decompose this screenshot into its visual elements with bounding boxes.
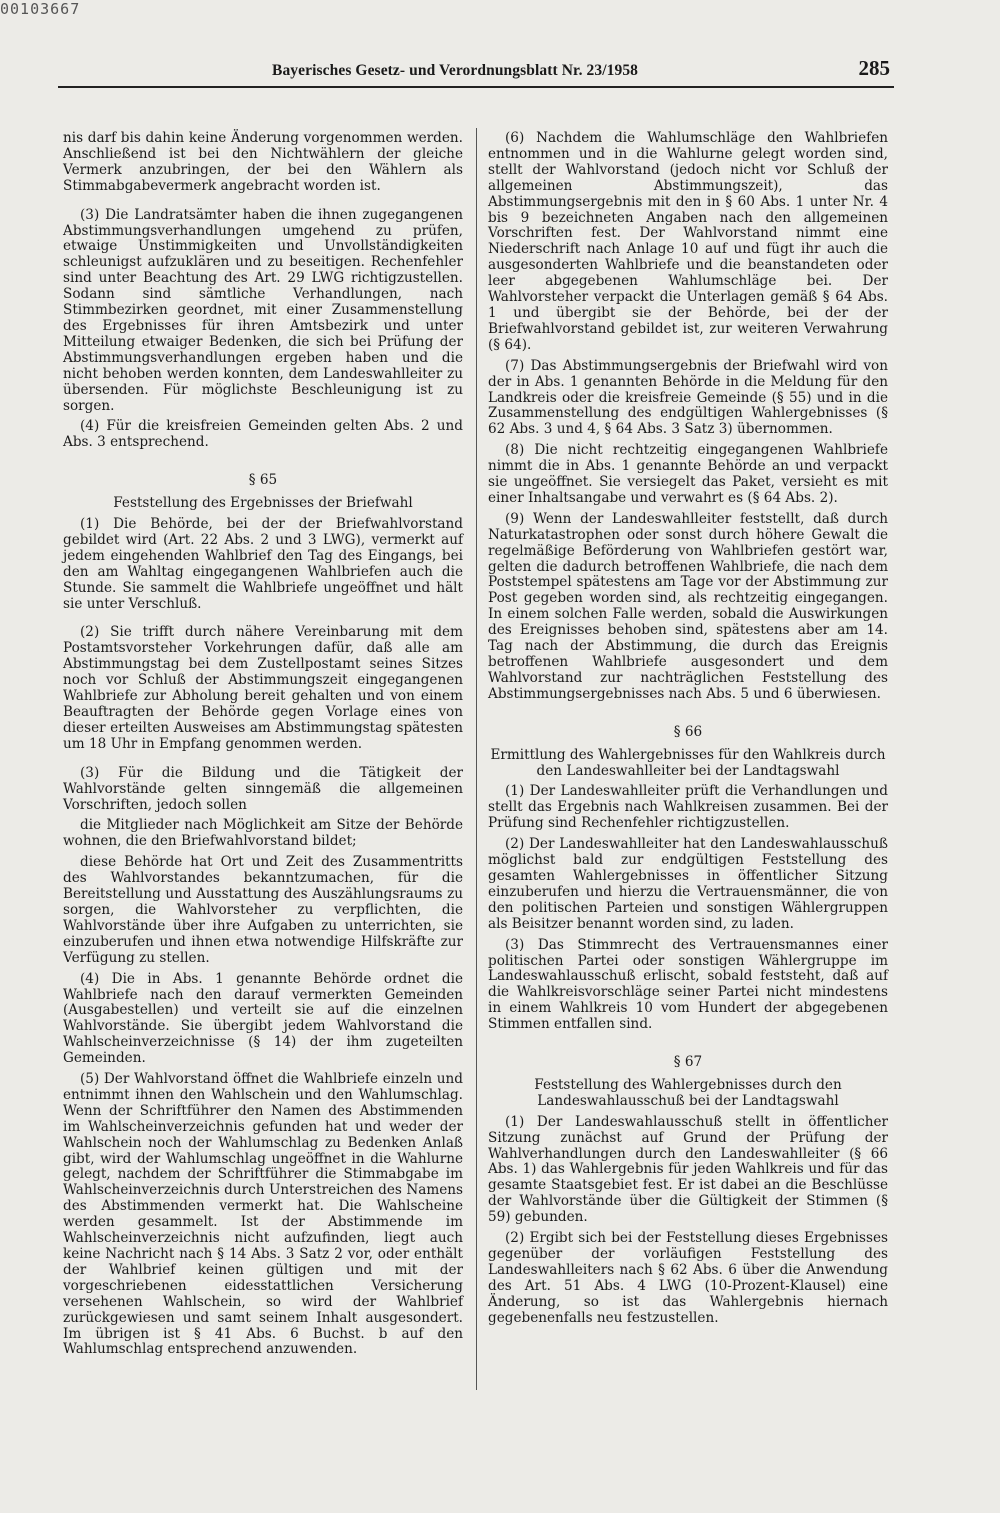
paragraph: die Mitglieder nach Möglichkeit am Sitze der Behörde wohnen, die den Briefwahlvorstand bildet; xyxy=(63,817,463,850)
paragraph: nis darf bis dahin keine Änderung vorgenommen werden. Anschließend ist bei den Nichtwählern der gleiche Vermerk anzubringen, der bei den Wählern als Stimmabgabevermerk angebracht worden ist. xyxy=(63,130,463,194)
paragraph: (6) Nachdem die Wahlumschläge den Wahlbriefen entnommen und in die Wahlurne gelegt worden sind, stellt der Wahlvorstand (jedoch nicht vor Schluß der allgemeinen Abstimmungszeit), das Abstimmungsergebnis mit den in § 60 Abs. 1 unter Nr. 4 bis 9 bezeichneten Angaben nach den allgemeinen Vorschriften fest. Der Wahlvorstand nimmt eine Niederschrift nach Anlage 10 auf und fügt ihr auch die ausgesonderten Wahlbriefe und die beanstandeten oder leer abgegebenen Wahlumschläge bei. Der Wahlvorsteher verpackt die Unterlagen gemäß § 64 Abs. 1 und übergibt sie der Behörde, bei der der Briefwahlvorstand gebildet ist, zur weiteren Verwahrung (§ 64). xyxy=(488,130,888,353)
paragraph: (2) Sie trifft durch nähere Vereinbarung mit dem Postamtsvorsteher Vorkehrungen dafür, daß alle am Abstimmungstag bei dem Zustellpostamt seines Sitzes noch vor Schluß der Abstimmungszeit eingegangenen Wahlbriefe zur Abholung bereit gehalten und von einem Beauftragten der Behörde gegen Vorlage eines von dieser erteilten Ausweises am Abstimmungstag spätesten um 18 Uhr in Empfang genommen werden. xyxy=(63,624,463,752)
paragraph: (2) Der Landeswahlleiter hat den Landeswahlausschuß möglichst bald zur endgültigen Feststellung des gesamten Wahlergebnisses in öffentlicher Sitzung einzuberufen und hierzu die Vertrauensmänner, die von den politischen Parteien und sonstigen Wählergruppen als Beisitzer benannt worden sind, zu laden. xyxy=(488,836,888,932)
paragraph: (1) Die Behörde, bei der der Briefwahlvorstand gebildet wird (Art. 22 Abs. 2 und 3 LWG), vermerkt auf jedem eingehenden Wahlbrief den Tag des Eingangs, bei den am Wahltag eingegangenen Wahlbriefen auch die Stunde. Sie sammelt die Wahlbriefe ungeöffnet und hält sie unter Verschluß. xyxy=(63,516,463,612)
paragraph: (4) Für die kreisfreien Gemeinden gelten Abs. 2 und Abs. 3 entsprechend. xyxy=(63,418,463,451)
paragraph: (9) Wenn der Landeswahlleiter feststellt, daß durch Naturkatastrophen oder sonst durch höhere Gewalt die regelmäßige Beförderung von Wahlbriefen gestört war, gelten die dadurch betroffenen Wahlbriefe, die nach dem Poststempel spätestens am Tage vor der Abstimmung zur Post gegeben worden sind, als rechtzeitig eingegangen. In einem solchen Falle werden, sobald die Auswirkungen des Ereignisses behoben sind, spätestens aber am 14. Tag nach der Abstimmung, die durch das Ereignis betroffenen Wahlbriefe ausgesondert und dem Wahlvorstand zur nachträglichen Feststellung des Abstimmungsergebnisses nach Abs. 5 und 6 überwiesen. xyxy=(488,510,888,702)
left-column xyxy=(63,131,463,1358)
paragraph: (7) Das Abstimmungsergebnis der Briefwahl wird von der in Abs. 1 genannten Behörde in die Meldung für den Landkreis oder die kreisfreie Gemeinde (§ 55) und in die Zusammenstellung des endgültigen Wahlergebnisses (§ 62 Abs. 3 und 4, § 64 Abs. 3 Satz 3) übernommen. xyxy=(488,357,888,438)
section-title: Feststellung des Ergebnisses der Briefwahl xyxy=(113,495,413,512)
gazette-title: Bayerisches Gesetz- und Verordnungsblatt Nr. 23/1958 xyxy=(272,62,639,79)
section-title: Ermittlung des Wahlergebnisses für den Wahlkreis durch den Landeswahlleiter bei der Landtagswahl xyxy=(490,746,886,779)
paragraph: (3) Die Landratsämter haben die ihnen zugegangenen Abstimmungsverhandlungen umgehend zu prüfen, etwaige Unstimmigkeiten und Unvollständigkeiten schleunigst aufzuklären und zu beseitigen. Rechenfehler sind unter Beachtung des Art. 29 LWG richtigzustellen. Sodann sind sämtliche Verhandlungen, nach Stimmbezirken geordnet, mit einer Zusammenstellung des Ergebnisses für ihren Amtsbezirk und unter Mitteilung etwaiger Bedenken, die sich bei Prüfung der Abstimmungsverhandlungen ergeben haben und die nicht behoben werden konnten, dem Landeswahlleiter zu übersenden. Für möglichste Beschleunigung ist zu sorgen. xyxy=(63,206,463,414)
right-column xyxy=(488,131,888,1327)
section-number: § 66 xyxy=(673,723,703,740)
page-header xyxy=(58,56,894,88)
paragraph: diese Behörde hat Ort und Zeit des Zusammentritts des Wahlvorstandes bekanntzumachen, für die Bereitstellung und Ausstattung des Auszählungsraums zu sorgen, die Wahlvorsteher zu verpflichten, die Wahlvorstände über ihre Aufgaben zu unterrichten, sie einzuberufen und ihnen etwa notwendige Hilfskräfte zur Verfügung zu stellen. xyxy=(63,854,463,966)
page-number: 285 xyxy=(858,56,890,80)
paragraph: (1) Der Landeswahlleiter prüft die Verhandlungen und stellt das Ergebnis nach Wahlkreisen zusammen. Bei der Prüfung sind Rechenfehler richtigzustellen. xyxy=(488,783,888,832)
paragraph: (5) Der Wahlvorstand öffnet die Wahlbriefe einzeln und entnimmt ihnen den Wahlschein und den Wahlumschlag. Wenn der Schriftführer den Namen des Abstimmenden im Wahlscheinverzeichnis gefunden hat und weder der Wahlschein noch der Wahlumschlag zu Bedenken Anlaß gibt, wird der Wahlumschlag ungeöffnet in die Wahlurne gelegt, nachdem der Schriftführer die Stimmabgabe im Wahlscheinverzeichnis durch Unterstreichen des Namens des Abstimmenden vermerkt hat. Die Wahlscheine werden gesammelt. Ist der Abstimmende im Wahlscheinverzeichnis nicht aufzufinden, liegt auch keine Nachricht nach § 14 Abs. 3 Satz 2 vor, oder enthält der Wahlbrief keinen gültigen und mit der vorgeschriebenen eidesstattlichen Versicherung versehenen Wahlschein, so wird der Wahlbrief zurückgewiesen und samt seinem Inhalt ausgesondert. Im übrigen ist § 41 Abs. 6 Buchst. b auf den Wahlumschlag entsprechend anzuwenden. xyxy=(63,1071,463,1358)
column-divider xyxy=(476,128,477,1390)
section-number: § 65 xyxy=(248,472,278,489)
paragraph: (8) Die nicht rechtzeitig eingegangenen Wahlbriefe nimmt die in Abs. 1 genannte Behörde an und verpackt sie ungeöffnet. Sie versiegelt das Paket, versieht es mit einer Inhaltsangabe und verwahrt es (§ 64 Abs. 2). xyxy=(488,442,888,506)
archive-id: 00103667 xyxy=(0,0,81,18)
section-number: § 67 xyxy=(673,1054,703,1071)
section-title: Feststellung des Wahlergebnisses durch den Landeswahlausschuß bei der Landtagswahl xyxy=(534,1076,842,1109)
paragraph: (1) Der Landeswahlausschuß stellt in öffentlicher Sitzung zunächst auf Grund der Prüfung der Wahlverhandlungen durch den Landeswahlleiter (§ 66 Abs. 1) das Wahlergebnis für jeden Wahlkreis und für das gesamte Staatsgebiet fest. Er ist dabei an die Beschlüsse der Wahlvorstände über die Gültigkeit der Stimmen (§ 59) gebunden. xyxy=(488,1113,888,1226)
paragraph: (4) Die in Abs. 1 genannte Behörde ordnet die Wahlbriefe nach den darauf vermerkten Gemeinden (Ausgabestellen) und verteilt sie auf die einzelnen Wahlvorstände. Sie übergibt jedem Wahlvorstand die Wahlscheinverzeichnisse (§ 14) der ihm zugeteilten Gemeinden. xyxy=(63,970,463,1067)
paragraph: (3) Das Stimmrecht des Vertrauensmannes einer politischen Partei oder sonstigen Wählergruppe im Landeswahlausschuß erlischt, sobald feststeht, daß auf die Wahlkreisvorschläge seiner Partei nicht mindestens in einem Wahlkreis 10 vom Hundert der abgegebenen Stimmen entfallen sind. xyxy=(488,936,888,1033)
paragraph: (3) Für die Bildung und die Tätigkeit der Wahlvorstände gelten sinngemäß die allgemeinen Vorschriften, jedoch sollen xyxy=(63,764,463,813)
paragraph: (2) Ergibt sich bei der Feststellung dieses Ergebnisses gegenüber der vorläufigen Feststellung des Landeswahlleiters nach § 62 Abs. 6 über die Anwendung des Art. 51 Abs. 4 LWG (10-Prozent-Klausel) eine Änderung, so ist das Wahlergebnis hiernach gegebenenfalls neu festzustellen. xyxy=(488,1230,888,1326)
